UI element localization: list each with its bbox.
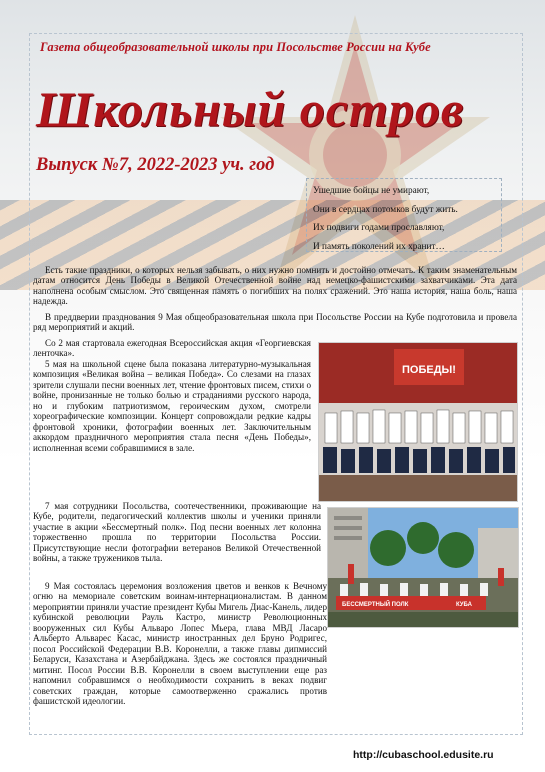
paragraph: В преддверии празднования 9 Мая общеобразовательная школа при Посольстве России на Кубе подготовила и провела ряд мероприятий и акций.: [33, 312, 517, 333]
article-column-2: [33, 501, 327, 564]
poem-line: И память поколений их хранит…: [313, 241, 445, 252]
article-column-1: [33, 338, 311, 453]
photo-banner-text-right: КУБА: [456, 602, 472, 608]
paragraph: 5 мая на школьной сцене была показана литературно-музыкальная композиция «Великая война – великая Победа». Со слезами на глазах зрители слушали песни военных лет, чтение фронтовых писем, стихи о войне, пронизанные не только болью и страданиями русского народа, но и глубоким патриотизмом, героическим духом, смотрели хореографические композиции. Концерт сопровождали редкие кадры фронтовой хроники, фотографии военных лет. Заключительным аккордом праздничного мероприятия стала песня «День Победы», исполненная всеми собравшимися в зале.: [33, 358, 311, 453]
photo-banner-text: БЕССМЕРТНЫЙ ПОЛК: [342, 602, 409, 608]
paragraph: Есть такие праздники, о которых нельзя забывать, о них нужно помнить и достойно отмечать. К таким знаменательным датам относится День Победы в Великой Отечественной войне над немецко-фашистскими захватчиками. Эта дата наполнена особым смыслом. Это священная память о погибших на полях сражений. Это наша история, наша боль, наша надежда.: [33, 265, 517, 307]
immortal-regiment-photo: [327, 507, 519, 628]
immortal-regiment-photo-image: [328, 508, 518, 627]
school-website-url: http://cubaschool.edusite.ru: [353, 749, 494, 761]
newspaper-title: Школьный остров: [36, 81, 465, 137]
poem-line: Ушедшие бойцы не умирают,: [313, 186, 430, 196]
paragraph: 9 Мая состоялась церемония возложения цветов и венков к Вечному огню на мемориале советским воинам-интернационалистам. В данном мероприятии приняли участие президент Кубы Мигель Диас-Канель, лидер кубинской революции Рауль Кастро, министр Революционных вооруженных сил Кубы Альваро Лопес Мьера, глава МВД Ласаро Альберто Альварес Касас, министр иностранных дел Бруно Родригес, посол Российской Федерации В.В. Коронелли, а также главы дипмиссий Беларуси, Казахстана и Азербайджана. Здесь же состоялся праздничный митинг. Посол России В.В. Коронелли в своем выступлении еще раз напомнил собравшимся о необходимости сохранить в веках подвиг советских граждан, которые самоотверженно сражались против фашистской идеологии.: [33, 581, 327, 706]
paragraph: Со 2 мая стартовала ежегодная Всероссийская акция «Георгиевская ленточка».: [33, 338, 311, 359]
poem-line: Они в сердцах потомков будут жить.: [313, 204, 458, 215]
poem-box: [306, 178, 502, 252]
article-events-intro: [33, 312, 517, 333]
poem-line: Их подвиги годами прославляют,: [313, 223, 445, 233]
issue-label: Выпуск №7, 2022-2023 уч. год: [36, 155, 275, 175]
concert-photo-image: [319, 343, 517, 501]
concert-photo: [318, 342, 518, 502]
paragraph: 7 мая сотрудники Посольства, соотечественники, проживающие на Кубе, родители, педагогический коллектив школы и ученики приняли участие в акции «Бессмертный полк». Под песни военных лет колонна торжественно прошла по территории Посольства России. Присутствующие несли фотографии ветеранов Великой Отечественной войны, а также тружеников тыла.: [33, 501, 321, 564]
photo-banner-text: ПОБЕДЫ!: [402, 364, 456, 376]
newspaper-subtitle: Газета общеобразовательной школы при Посольстве России на Кубе: [40, 40, 431, 54]
article-column-3: [33, 581, 327, 706]
article-intro: [33, 265, 517, 307]
